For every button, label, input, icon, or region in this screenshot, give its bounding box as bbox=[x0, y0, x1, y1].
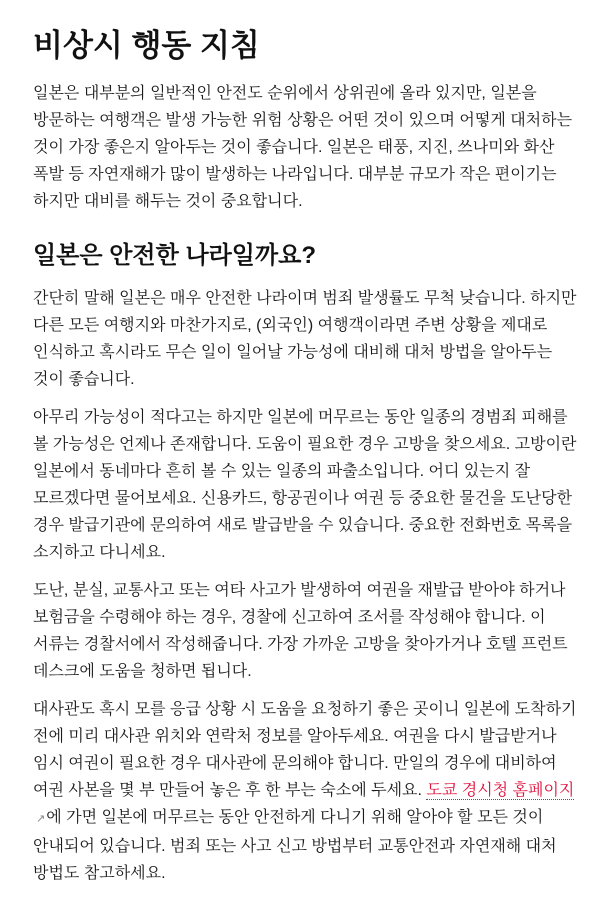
intro-paragraph: 일본은 대부분의 일반적인 안전도 순위에서 상위권에 올라 있지만, 일본을 방문하는 여행객은 발생 가능한 위험 상황은 어떤 것이 있으며 어떻게 대처하는 것이 가장 좋은지 알아두는 것이 좋습니다. 일본은 태풍, 지진, 쓰나미와 화산 폭발 등 자연재해가 많이 발생하는 나라입니다. 대부분 규모가 작은 편이기는 하지만 대비를 해두는 것이 중요합니다. bbox=[33, 85, 573, 210]
external-link-icon: ↗ bbox=[36, 813, 46, 825]
paragraph-text: 대사관도 혹시 모를 응급 상황 시 도움을 요청하기 좋은 곳이니 일본에 도착하기 전에 미리 대사관 위치와 연락처 정보를 알아두세요. 여권을 다시 발급받거나 임시 여권이 필요한 경우 대사관에 문의해야 합니다. 만일의 경우에 대비하여 여권 사본을 몇 부 만들어 놓은 후 한 부는 숙소에 두세요. bbox=[33, 701, 577, 799]
paragraph: 도난, 분실, 교통사고 또는 여타 사고가 발생하여 여권을 재발급 받아야 하거나 보험금을 수령해야 하는 경우, 경찰에 신고하여 조서를 작성해야 합니다. 이 서류는 경찰서에서 작성해줍니다. 가장 가까운 고방을 찾아가거나 호텔 프런트 데스크에 도움을 청하면 됩니다. bbox=[33, 582, 568, 680]
paragraph-text: 에 가면 일본에 머무르는 동안 안전하게 다니기 위해 알아야 할 모든 것이 안내되어 있습니다. 범죄 또는 사고 신고 방법부터 교통안전과 자연재해 대처 방법도 참고하세요. bbox=[33, 809, 557, 882]
paragraph: 아무리 가능성이 적다고는 하지만 일본에 머무르는 동안 일종의 경범죄 피해를 볼 가능성은 언제나 존재합니다. 도움이 필요한 경우 고방을 찾으세요. 고방이란 일본에서 동네마다 흔히 볼 수 있는 일종의 파출소입니다. 어디 있는지 잘 모르겠다면 물어보세요. 신용카드, 항공권이나 여권 등 중요한 물건을 도난당한 경우 발급기관에 문의하여 새로 발급받을 수 있습니다. 중요한 전화번호 목록을 소지하고 다니세요. bbox=[33, 409, 577, 561]
link-text[interactable]: 도쿄 경시청 홈페이지 bbox=[426, 782, 575, 799]
article bbox=[33, 0, 583, 898]
paragraph: 간단히 말해 일본은 매우 안전한 나라이며 범죄 발생률도 무척 낮습니다. 하지만 다른 모든 여행지와 마찬가지로, (외국인) 여행객이라면 주변 상황을 제대로 인식하고 혹시라도 무슨 일이 일어날 가능성에 대비해 대처 방법을 알아두는 것이 좋습니다. bbox=[33, 290, 577, 388]
page-title: 비상시 행동 지침 bbox=[33, 28, 260, 63]
section-heading: 일본은 안전한 나라일까요? bbox=[33, 242, 317, 269]
paragraph-with-link bbox=[33, 696, 583, 887]
tokyo-police-link[interactable] bbox=[426, 782, 574, 800]
